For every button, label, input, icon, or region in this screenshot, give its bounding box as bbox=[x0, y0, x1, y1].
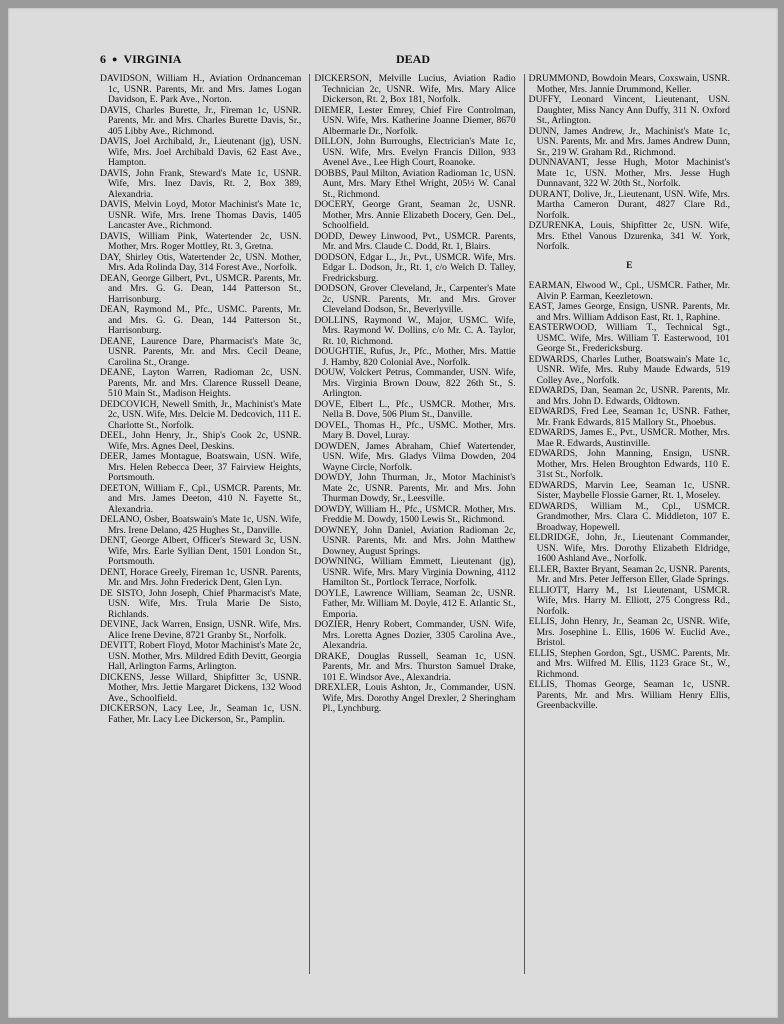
casualty-entry: DODSON, Edgar L., Jr., Pvt., USMCR. Wife, Mrs. Edgar L. Dodson, Jr., Rt. 1, c/o Welch D. Talley, Fredricksburg. bbox=[314, 251, 516, 284]
casualty-entry: DODSON, Grover Cleveland, Jr., Carpenter's Mate 2c, USNR. Parents, Mr. and Mrs. Grover Cleveland Dodson, Sr., Beverlyville. bbox=[314, 283, 516, 315]
casualty-entry: EDWARDS, Fred Lee, Seaman 1c, USNR. Father, Mr. Frank Edwards, 815 Mallory St., Phoebus. bbox=[528, 406, 730, 428]
casualty-entry: DREXLER, Louis Ashton, Jr., Commander, USN. Wife, Mrs. Dorothy Angel Drexler, 2 Sheringham Pl., Lynchburg. bbox=[314, 682, 516, 714]
casualty-entry: ELLIOTT, Harry M., 1st Lieutenant, USMCR. Wife, Mrs. Harry M. Elliott, 275 Congress Rd., Norfolk. bbox=[528, 584, 730, 617]
casualty-entry: DAVIDSON, William H., Aviation Ordnanceman 1c, USNR. Parents, Mr. and Mrs. James Logan Davidson, E. Park Ave., Norton. bbox=[100, 73, 302, 105]
casualty-entry: DENT, George Albert, Officer's Steward 3c, USN. Wife, Mrs. Earle Syllian Dent, 1501 London St., Portsmouth. bbox=[100, 535, 302, 567]
section-title: DEAD bbox=[395, 52, 430, 66]
casualty-entry: ELLIS, Stephen Gordon, Sgt., USMC. Parents, Mr. and Mrs. Wilfred M. Ellis, 1123 Grace St., W., Richmond. bbox=[528, 647, 730, 680]
casualty-entry: DUFFY, Leonard Vincent, Lieutenant, USN. Daughter, Miss Nancy Ann Duffy, 311 N. Oxford St., Arlington. bbox=[528, 94, 730, 126]
casualty-entry: DEANE, Laurence Dare, Pharmacist's Mate 3c, USNR. Parents, Mr. and Mrs. Cecil Deane, Carolina St., Orange. bbox=[100, 335, 302, 368]
casualty-entry: EAST, James George, Ensign, USNR. Parents, Mr. and Mrs. William Addison East, Rt. 1, Raphine. bbox=[528, 301, 730, 323]
casualty-entry: EDWARDS, Marvin Lee, Seaman 1c, USNR. Sister, Maybelle Flossie Garner, Rt. 1, Moseley. bbox=[528, 479, 730, 501]
casualty-entry: DRAKE, Douglas Russell, Seaman 1c, USN. Parents, Mr. and Mrs. Thurston Samuel Drake, 101 E. Windsor Ave., Alexandria. bbox=[314, 650, 516, 683]
casualty-entry: DOWDY, William H., Pfc., USMCR. Mother, Mrs. Freddie M. Dowdy, 1500 Lewis St., Richmond. bbox=[314, 503, 516, 525]
casualty-entry: DAVIS, Melvin Loyd, Motor Machinist's Mate 1c, USNR. Wife, Mrs. Irene Thomas Davis, 1405 Lancaster Ave., Richmond. bbox=[100, 199, 302, 231]
casualty-entry: DOVE, Elbert L., Pfc., USMCR. Mother, Mrs. Nella B. Dove, 506 Plum St., Danville. bbox=[314, 398, 516, 420]
casualty-entry: DODD, Dewey Linwood, Pvt., USMCR. Parents, Mr. and Mrs. Claude C. Dodd, Rt. 1, Blairs. bbox=[314, 230, 516, 252]
casualty-entry: DOUW, Volckert Petrus, Commander, USN. Wife, Mrs. Virginia Brown Douw, 822 26th St., S. Arlington. bbox=[314, 367, 516, 399]
casualty-entry: DEDCOVICH, Newell Smith, Jr., Machinist's Mate 2c, USN. Wife, Mrs. Delcie M. Dedcovich, 111 E. Charlotte St., Norfolk. bbox=[100, 398, 302, 431]
casualty-entry: DOCERY, George Grant, Seaman 2c, USNR. Mother, Mrs. Annie Elizabeth Docery, Gen. Del., Schoolfield. bbox=[314, 199, 516, 231]
casualty-entry: DOYLE, Lawrence William, Seaman 2c, USNR. Father, Mr. William M. Doyle, 412 E. Atlantic St., Emporia. bbox=[314, 587, 516, 620]
casualty-entry: DOLLINS, Raymond W., Major, USMC. Wife, Mrs. Raymond W. Dollins, c/o Mr. C. A. Taylor, Rt. 10, Richmond. bbox=[314, 314, 516, 347]
state-name: VIRGINIA bbox=[123, 52, 182, 66]
casualty-entry: EDWARDS, William M., Cpl., USMCR. Grandmother, Mrs. Clara C. Middleton, 107 E. Broadway, Hopewell. bbox=[528, 500, 730, 533]
casualty-entry: ELLIS, Thomas George, Seaman 1c, USNR. Parents, Mr. and Mrs. William Henry Ellis, Greenbackville. bbox=[528, 679, 730, 711]
section-letter-heading: E bbox=[626, 259, 633, 271]
casualty-entry: DOWNEY, John Daniel, Aviation Radioman 2c, USNR. Parents, Mr. and Mrs. John Matthew Downey, August Springs. bbox=[314, 524, 516, 557]
casualty-entry: EARMAN, Elwood W., Cpl., USMCR. Father, Mr. Alvin P. Earman, Keezletown. bbox=[528, 280, 730, 302]
casualty-entry: DZURENKA, Louis, Shipfitter 2c, USN. Wife, Mrs. Ethel Vanous Dzurenka, 341 W. York, Norfolk. bbox=[528, 220, 730, 252]
casualty-entry: DAVIS, Joel Archibald, Jr., Lieutenant (jg), USN. Wife, Mrs. Joel Archibald Davis, 62 East Ave., Hampton. bbox=[100, 136, 302, 168]
casualty-entry: EDWARDS, James E., Pvt., USMCR. Mother, Mrs. Mae R. Edwards, Austinville. bbox=[528, 427, 730, 449]
casualty-entry: ELLIS, John Henry, Jr., Seaman 2c, USNR. Wife, Mrs. Josephine L. Ellis, 1606 W. Euclid Ave., Bristol. bbox=[528, 616, 730, 648]
casualty-entry: DOWNING, William Emmett, Lieutenant (jg), USNR. Wife, Mrs. Mary Virginia Downing, 4112 Hamilton St., Portlock Terrace, Norfolk. bbox=[314, 556, 516, 588]
casualty-entry: DILLON, John Burroughs, Electrician's Mate 1c, USN. Wife, Mrs. Evelyn Francis Dillon, 933 Avenel Ave., Lee High Court, Roanoke. bbox=[314, 136, 516, 168]
casualty-entry: DEANE, Layton Warren, Radioman 2c, USN. Parents, Mr. and Mrs. Clarence Russell Deane, 510 Main St., Madison Heights. bbox=[100, 367, 302, 399]
bullet-separator: ● bbox=[112, 54, 118, 64]
casualty-entry: DOUGHTIE, Rufus, Jr., Pfc., Mother, Mrs. Mattie J. Hamby, 820 Colonial Ave., Norfolk. bbox=[314, 346, 516, 368]
casualty-entry: DAY, Shirley Otis, Watertender 2c, USN. Mother, Mrs. Ada Rolinda Day, 314 Forest Ave., Norfolk. bbox=[100, 251, 302, 273]
casualty-entry: DELANO, Osber, Boatswain's Mate 1c, USN. Wife, Mrs. Irene Delano, 425 Hughes St., Danville. bbox=[100, 514, 302, 536]
casualty-entry: DEVINE, Jack Warren, Ensign, USNR. Wife, Mrs. Alice Irene Devine, 8721 Granby St., Norfolk. bbox=[100, 619, 302, 641]
casualty-entry: EDWARDS, Charles Luther, Boatswain's Mate 1c, USNR. Wife, Mrs. Ruby Maude Edwards, 519 Colley Ave., Norfolk. bbox=[528, 353, 730, 386]
casualty-entry: DEETON, William F., Cpl., USMCR. Parents, Mr. and Mrs. James Deeton, 410 N. Fayette St., Alexandria. bbox=[100, 482, 302, 515]
casualty-entry: DICKERSON, Melville Lucius, Aviation Radio Technician 2c, USNR. Wife, Mrs. Mary Alice Dickerson, Rt. 2, Box 181, Norfolk. bbox=[314, 73, 516, 105]
casualty-entry: DEVITT, Robert Floyd, Motor Machinist's Mate 2c, USN. Mother, Mrs. Mildred Edith Devitt, Georgia Hall, Arlington Farms, Arlington. bbox=[100, 640, 302, 672]
casualty-entry: ELLER, Baxter Bryant, Seaman 2c, USNR. Parents, Mr. and Mrs. Peter Jefferson Eller, Glade Springs. bbox=[528, 563, 730, 585]
casualty-entry: DIEMER, Lester Emrey, Chief Fire Controlman, USN. Wife, Mrs. Katherine Joanne Diemer, 8670 Albermarle Dr., Norfolk. bbox=[314, 104, 516, 137]
casualty-entry: DAVIS, Charles Burette, Jr., Fireman 1c, USNR. Parents, Mr. and Mrs. Charles Burette Davis, Sr., 405 Libby Ave., Richmond. bbox=[100, 104, 302, 137]
casualty-entry: DEEL, John Henry, Jr., Ship's Cook 2c, USNR. Wife, Mrs. Agnes Deel, Deskins. bbox=[100, 430, 302, 452]
casualty-entry: ELDRIDGE, John, Jr., Lieutenant Commander, USN. Wife, Mrs. Dorothy Elizabeth Eldridge, 1600 Ashland Ave., Norfolk. bbox=[528, 532, 730, 564]
casualty-entry: DICKENS, Jesse Willard, Shipfitter 3c, USNR. Mother, Mrs. Jettie Margaret Dickens, 132 Wood Ave., Schoolfield. bbox=[100, 671, 302, 704]
document-page bbox=[8, 8, 778, 1018]
columns-container bbox=[100, 74, 730, 974]
column-2 bbox=[309, 74, 515, 974]
casualty-entry: DICKERSON, Lacy Lee, Jr., Seaman 1c, USN. Father, Mr. Lacy Lee Dickerson, Sr., Pamplin. bbox=[100, 703, 302, 725]
casualty-entry: DEER, James Montague, Boatswain, USN. Wife, Mrs. Helen Rebecca Deer, 37 Fairview Heights, Portsmouth. bbox=[100, 451, 302, 483]
casualty-entry: EDWARDS, John Manning, Ensign, USNR. Mother, Mrs. Helen Broughton Edwards, 110 E. 31st St., Norfolk. bbox=[528, 448, 730, 480]
casualty-entry: DOVEL, Thomas H., Pfc., USMC. Mother, Mrs. Mary B. Dovel, Luray. bbox=[314, 419, 516, 441]
casualty-entry: DOWDEN, James Abraham, Chief Watertender, USN. Wife, Mrs. Gladys Vilma Dowden, 204 Wayne Circle, Norfolk. bbox=[314, 440, 516, 473]
casualty-entry: EASTERWOOD, William T., Technical Sgt., USMC. Wife, Mrs. William T. Easterwood, 101 George St., Fredericksburg. bbox=[528, 322, 730, 354]
casualty-entry: DEAN, Raymond M., Pfc., USMC. Parents, Mr. and Mrs. G. G. Dean, 144 Patterson St., Harrisonburg. bbox=[100, 304, 302, 336]
column-3 bbox=[524, 74, 730, 974]
casualty-entry: DUNNAVANT, Jesse Hugh, Motor Machinist's Mate 1c, USN. Mother, Mrs. Jesse Hugh Dunnavant, 322 W. 20th St., Norfolk. bbox=[528, 157, 730, 189]
casualty-entry: DRUMMOND, Bowdoin Mears, Coxswain, USNR. Mother, Mrs. Jannie Drummond, Keller. bbox=[528, 73, 730, 95]
casualty-entry: DE SISTO, John Joseph, Chief Pharmacist's Mate, USN. Wife, Mrs. Trula Marie De Sisto, Richlands. bbox=[100, 587, 302, 620]
casualty-entry: EDWARDS, Dan, Seaman 2c, USNR. Parents, Mr. and Mrs. John D. Edwards, Oldtown. bbox=[528, 385, 730, 407]
page-number: 6 bbox=[100, 52, 106, 66]
casualty-entry: DENT, Horace Greely, Fireman 1c, USNR. Parents, Mr. and Mrs. John Frederick Dent, Glen Lyn. bbox=[100, 566, 302, 588]
casualty-entry: DUNN, James Andrew, Jr., Machinist's Mate 1c, USN. Parents, Mr. and Mrs. James Andrew Dunn, Sr., 219 W. Graham Rd., Richmond. bbox=[528, 125, 730, 158]
column-1 bbox=[100, 74, 301, 974]
casualty-entry: DURANT, Dolive, Jr., Lieutenant, USN. Wife, Mrs. Martha Cameron Durant, 4827 Clare Rd., Norfolk. bbox=[528, 188, 730, 221]
page-header bbox=[100, 52, 726, 68]
casualty-entry: DAVIS, William Pink, Watertender 2c, USN. Mother, Mrs. Roger Mottley, Rt. 3, Gretna. bbox=[100, 230, 302, 252]
casualty-entry: DAVIS, John Frank, Steward's Mate 1c, USNR. Wife, Mrs. Inez Davis, Rt. 2, Box 389, Alexandria. bbox=[100, 167, 302, 200]
casualty-entry: DEAN, George Gilbert, Pvt., USMCR. Parents, Mr. and Mrs. G. G. Dean, 144 Patterson St., Harrisonburg. bbox=[100, 272, 302, 305]
casualty-entry: DOBBS, Paul Milton, Aviation Radioman 1c, USN. Aunt, Mrs. Mary Ethel Wright, 205½ W. Canal St., Richmond. bbox=[314, 167, 516, 200]
casualty-entry: DOWDY, John Thurman, Jr., Motor Machinist's Mate 2c, USNR. Parents, Mr. and Mrs. John Thurman Dowdy, Sr., Leesville. bbox=[314, 472, 516, 504]
casualty-entry: DOZIER, Henry Robert, Commander, USN. Wife, Mrs. Loretta Agnes Dozier, 3305 Carolina Ave., Alexandria. bbox=[314, 619, 516, 651]
